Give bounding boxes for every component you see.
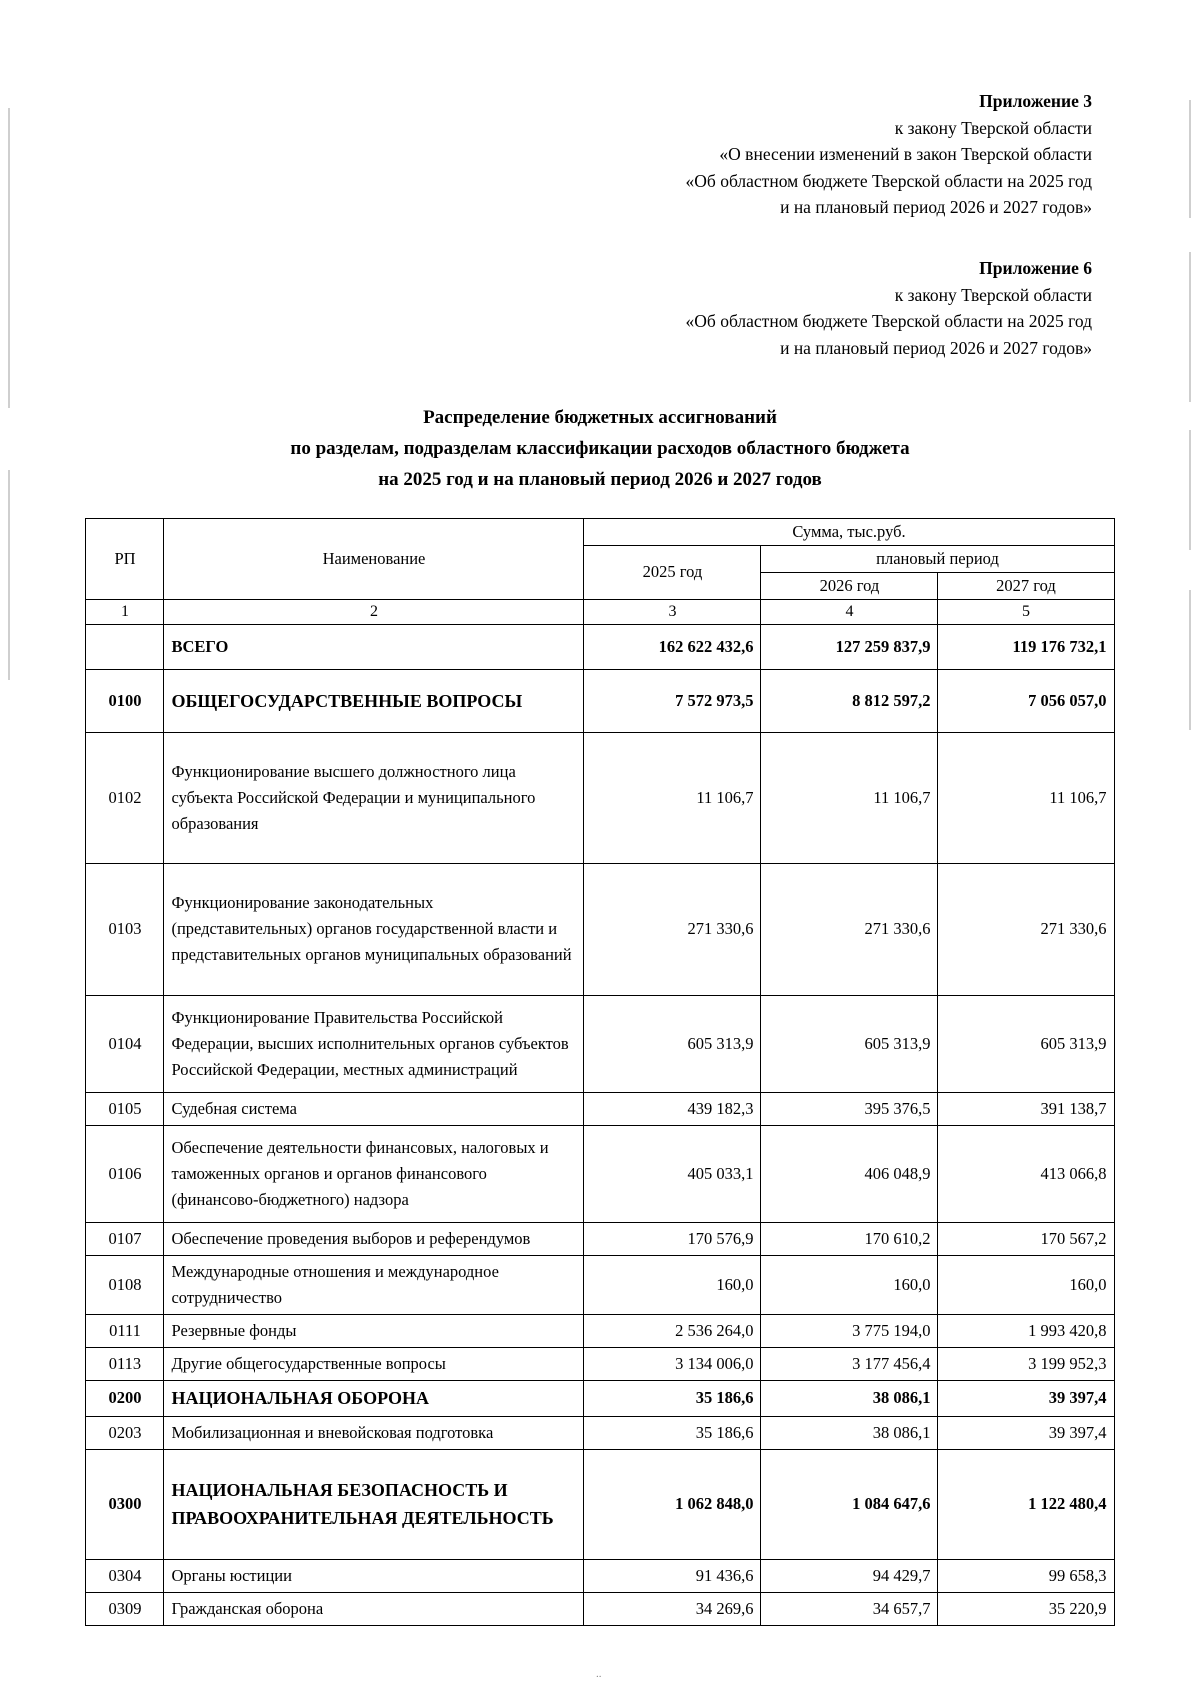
row-value-2026: 395 376,5 [761, 1092, 938, 1125]
row-value-2027: 35 220,9 [938, 1592, 1114, 1625]
row-value-2026: 1 084 647,6 [761, 1449, 938, 1559]
row-name-cell: ОБЩЕГОСУДАРСТВЕННЫЕ ВОПРОСЫ [164, 669, 584, 732]
appendix-3-line-4: и на плановый период 2026 и 2027 годов» [780, 197, 1092, 218]
row-name-cell: Судебная система [164, 1092, 584, 1125]
table-row [86, 1381, 1114, 1416]
row-name-cell: Мобилизационная и вневойсковая подготовка [164, 1416, 584, 1449]
row-value-2027: 1 122 480,4 [938, 1449, 1114, 1559]
row-value-2026: 605 313,9 [761, 995, 938, 1092]
row-value-2026: 38 086,1 [761, 1416, 938, 1449]
row-value-2025: 405 033,1 [584, 1125, 761, 1222]
row-value-2025: 7 572 973,5 [584, 669, 761, 732]
appendix-3-title: Приложение 3 [979, 91, 1092, 111]
scan-edge-artifact [1189, 430, 1191, 550]
row-code-cell [86, 624, 164, 669]
row-value-2027: 271 330,6 [938, 864, 1114, 995]
row-name-cell: Органы юстиции [164, 1559, 584, 1592]
row-value-2026: 3 775 194,0 [761, 1315, 938, 1348]
appendix-3-line-3: «Об областном бюджете Тверской области на 2025 год [685, 170, 1092, 191]
table-row [86, 733, 1114, 864]
row-value-2027: 605 313,9 [938, 995, 1114, 1092]
scan-edge-artifact [1189, 590, 1191, 730]
row-name-cell: Гражданская оборона [164, 1592, 584, 1625]
row-code-cell: 0300 [86, 1449, 164, 1559]
row-code-cell: 0104 [86, 995, 164, 1092]
row-value-2026: 8 812 597,2 [761, 669, 938, 732]
table-row [86, 1449, 1114, 1559]
row-value-2026: 271 330,6 [761, 864, 938, 995]
row-code-cell: 0103 [86, 864, 164, 995]
row-name-cell: Функционирование высшего должностного лица субъекта Российской Федерации и муниципального образования [164, 733, 584, 864]
row-value-2026: 160,0 [761, 1256, 938, 1315]
row-code-cell: 0105 [86, 1092, 164, 1125]
row-value-2025: 34 269,6 [584, 1592, 761, 1625]
page-title-line-1: Распределение бюджетных ассигнований [423, 407, 777, 429]
row-value-2027: 3 199 952,3 [938, 1348, 1114, 1381]
row-value-2026: 94 429,7 [761, 1559, 938, 1592]
row-code-cell: 0203 [86, 1416, 164, 1449]
row-name-cell: НАЦИОНАЛЬНАЯ ОБОРОНА [164, 1381, 584, 1416]
row-value-2025: 11 106,7 [584, 733, 761, 864]
appendix-6-line-2: «Об областном бюджете Тверской области на 2025 год [685, 311, 1092, 332]
row-value-2025: 160,0 [584, 1256, 761, 1315]
table-row [86, 1592, 1114, 1625]
row-code-cell: 0113 [86, 1348, 164, 1381]
row-name-cell: ВСЕГО [164, 624, 584, 669]
row-value-2025: 439 182,3 [584, 1092, 761, 1125]
column-header-year-2025: 2025 год [584, 545, 761, 599]
row-value-2025: 35 186,6 [584, 1381, 761, 1416]
row-code-cell: 0108 [86, 1256, 164, 1315]
row-value-2025: 170 576,9 [584, 1222, 761, 1255]
column-header-name: Наименование [164, 518, 584, 599]
column-header-sum-group: Сумма, тыс.руб. [584, 518, 1114, 545]
page-title-line-2: по разделам, подразделам классификации расходов областного бюджета [290, 438, 910, 460]
table-row [86, 1092, 1114, 1125]
row-value-2027: 11 106,7 [938, 733, 1114, 864]
table-row [86, 864, 1114, 995]
row-value-2027: 119 176 732,1 [938, 624, 1114, 669]
table-row [86, 1125, 1114, 1222]
appendix-6-line-1: к закону Тверской области [894, 284, 1092, 305]
row-value-2027: 1 993 420,8 [938, 1315, 1114, 1348]
appendix-3-reference [0, 0, 1200, 221]
column-header-rp: РП [86, 518, 164, 599]
row-value-2027: 7 056 057,0 [938, 669, 1114, 732]
row-code-cell: 0309 [86, 1592, 164, 1625]
appendix-6-title: Приложение 6 [979, 257, 1092, 278]
row-value-2026: 34 657,7 [761, 1592, 938, 1625]
row-value-2026: 11 106,7 [761, 733, 938, 864]
column-number-1: 1 [86, 599, 164, 624]
appendix-6-reference [0, 221, 1200, 361]
row-value-2026: 406 048,9 [761, 1125, 938, 1222]
column-number-2: 2 [164, 599, 584, 624]
appendix-6-line-3: и на плановый период 2026 и 2027 годов» [780, 337, 1092, 358]
row-code-cell: 0107 [86, 1222, 164, 1255]
row-value-2025: 2 536 264,0 [584, 1315, 761, 1348]
table-row [86, 1416, 1114, 1449]
row-name-cell: Другие общегосударственные вопросы [164, 1348, 584, 1381]
row-code-cell: 0106 [86, 1125, 164, 1222]
row-value-2027: 99 658,3 [938, 1559, 1114, 1592]
row-name-cell: НАЦИОНАЛЬНАЯ БЕЗОПАСНОСТЬ И ПРАВООХРАНИТЕЛЬНАЯ ДЕЯТЕЛЬНОСТЬ [164, 1449, 584, 1559]
row-value-2026: 38 086,1 [761, 1381, 938, 1416]
table-row [86, 669, 1114, 732]
row-value-2025: 91 436,6 [584, 1559, 761, 1592]
table-head [86, 518, 1114, 624]
row-value-2027: 391 138,7 [938, 1092, 1114, 1125]
column-number-row [86, 599, 1114, 624]
table-row [86, 1315, 1114, 1348]
page-title-line-3: на 2025 год и на плановый период 2026 и 2027 годов [378, 468, 822, 490]
row-code-cell: 0200 [86, 1381, 164, 1416]
table-row [86, 1256, 1114, 1315]
page-footer-artifact: .. [596, 1668, 602, 1680]
row-code-cell: 0304 [86, 1559, 164, 1592]
page-title [0, 403, 1200, 495]
row-code-cell: 0100 [86, 669, 164, 732]
row-value-2026: 127 259 837,9 [761, 624, 938, 669]
row-value-2025: 162 622 432,6 [584, 624, 761, 669]
row-name-cell: Функционирование законодательных (представительных) органов государственной власти и представительных органов муниципальных образований [164, 864, 584, 995]
appendix-3-line-2: «О внесении изменений в закон Тверской области [719, 144, 1092, 165]
column-header-year-2027: 2027 год [938, 572, 1114, 599]
scan-edge-artifact [8, 108, 10, 408]
scan-edge-artifact [8, 470, 10, 680]
row-value-2026: 170 610,2 [761, 1222, 938, 1255]
row-value-2025: 605 313,9 [584, 995, 761, 1092]
column-number-4: 4 [761, 599, 938, 624]
scan-edge-artifact [1189, 252, 1191, 402]
row-name-cell: Обеспечение проведения выборов и референдумов [164, 1222, 584, 1255]
row-value-2027: 160,0 [938, 1256, 1114, 1315]
table-row [86, 1348, 1114, 1381]
row-name-cell: Международные отношения и международное сотрудничество [164, 1256, 584, 1315]
column-number-3: 3 [584, 599, 761, 624]
row-value-2025: 271 330,6 [584, 864, 761, 995]
row-value-2027: 39 397,4 [938, 1381, 1114, 1416]
row-value-2026: 3 177 456,4 [761, 1348, 938, 1381]
row-name-cell: Функционирование Правительства Российской Федерации, высших исполнительных органов субъектов Российской Федерации, местных администраций [164, 995, 584, 1092]
appendix-3-line-1: к закону Тверской области [894, 117, 1092, 138]
row-value-2027: 413 066,8 [938, 1125, 1114, 1222]
row-value-2025: 35 186,6 [584, 1416, 761, 1449]
scan-edge-artifact [1189, 100, 1191, 218]
row-name-cell: Обеспечение деятельности финансовых, налоговых и таможенных органов и органов финансового (финансово-бюджетного) надзора [164, 1125, 584, 1222]
column-header-plan-group: плановый период [761, 545, 1114, 572]
column-number-5: 5 [938, 599, 1114, 624]
row-value-2027: 170 567,2 [938, 1222, 1114, 1255]
row-value-2025: 1 062 848,0 [584, 1449, 761, 1559]
row-name-cell: Резервные фонды [164, 1315, 584, 1348]
column-header-year-2026: 2026 год [761, 572, 938, 599]
table-body [86, 624, 1114, 1625]
row-value-2025: 3 134 006,0 [584, 1348, 761, 1381]
row-code-cell: 0102 [86, 733, 164, 864]
table-row [86, 1559, 1114, 1592]
row-code-cell: 0111 [86, 1315, 164, 1348]
table-row [86, 995, 1114, 1092]
table-row [86, 624, 1114, 669]
table-header-row-1 [86, 518, 1114, 545]
table-row [86, 1222, 1114, 1255]
budget-allocation-table [85, 518, 1114, 1626]
row-value-2027: 39 397,4 [938, 1416, 1114, 1449]
